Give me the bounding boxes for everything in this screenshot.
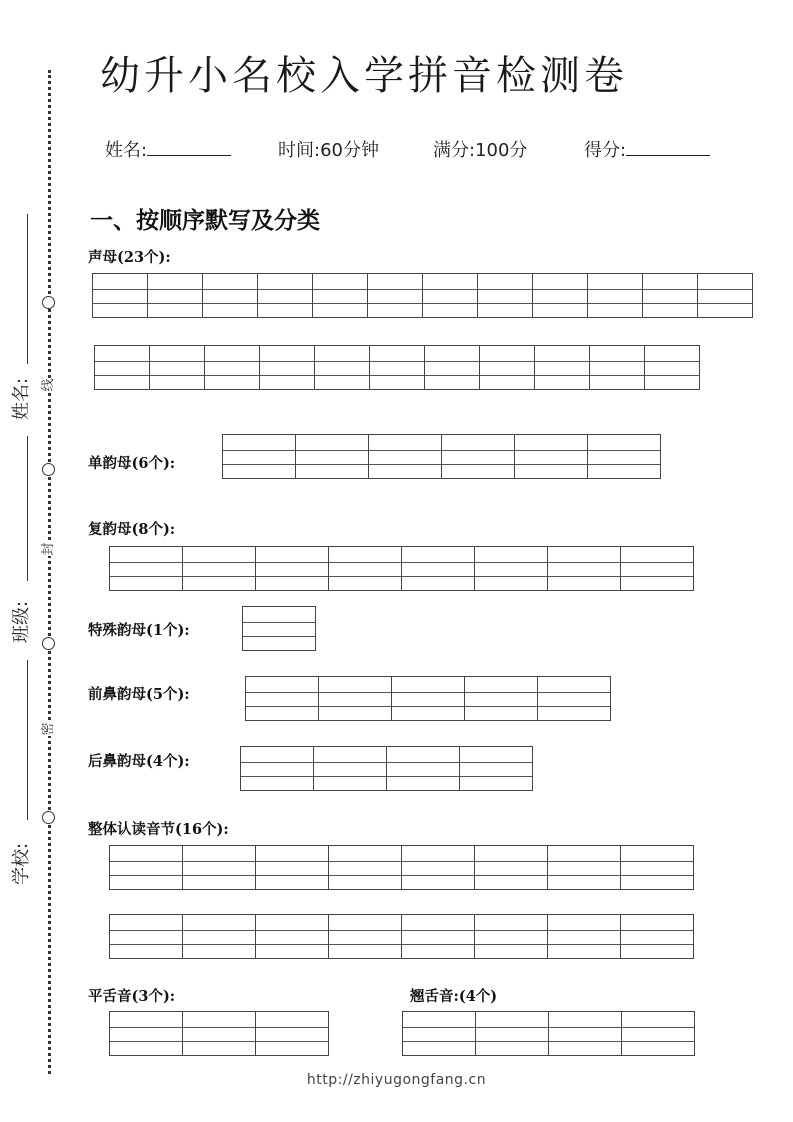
pinyin-writing-cell[interactable] xyxy=(183,914,256,959)
pinyin-writing-cell[interactable] xyxy=(315,345,370,390)
pinyin-writing-cell[interactable] xyxy=(241,746,314,791)
score-label: 得分: xyxy=(584,140,627,161)
pinyin-writing-cell[interactable] xyxy=(243,606,316,651)
grid-flat-tongue[interactable] xyxy=(109,1011,329,1056)
pinyin-writing-cell[interactable] xyxy=(223,434,296,479)
grid-simple-finals[interactable] xyxy=(222,434,661,479)
pinyin-writing-cell[interactable] xyxy=(402,546,475,591)
pinyin-writing-cell[interactable] xyxy=(535,345,590,390)
pinyin-writing-cell[interactable] xyxy=(460,746,533,791)
pinyin-writing-cell[interactable] xyxy=(478,273,533,318)
binding-hole xyxy=(42,637,55,650)
pinyin-writing-cell[interactable] xyxy=(465,676,538,721)
pinyin-writing-cell[interactable] xyxy=(313,273,368,318)
seal-word-line: 线 xyxy=(41,378,56,392)
name-blank[interactable] xyxy=(147,137,231,156)
score-blank[interactable] xyxy=(626,137,710,156)
side-name-label: 姓名: xyxy=(11,377,32,420)
grid-whole-syllables-row1[interactable] xyxy=(109,845,694,890)
grid-initials-row1[interactable] xyxy=(92,273,753,318)
footer-url: http://zhiyugongfang.cn xyxy=(306,1072,487,1088)
pinyin-writing-cell[interactable] xyxy=(402,845,475,890)
pinyin-writing-cell[interactable] xyxy=(183,1011,256,1056)
pinyin-writing-cell[interactable] xyxy=(183,546,256,591)
pinyin-writing-cell[interactable] xyxy=(643,273,698,318)
pinyin-writing-cell[interactable] xyxy=(549,1011,622,1056)
pinyin-writing-cell[interactable] xyxy=(425,345,480,390)
grid-whole-syllables-row2[interactable] xyxy=(109,914,694,959)
name-write-line xyxy=(27,214,28,364)
pinyin-writing-cell[interactable] xyxy=(480,345,535,390)
pinyin-writing-cell[interactable] xyxy=(392,676,465,721)
pinyin-writing-cell[interactable] xyxy=(475,546,548,591)
grid-front-nasal[interactable] xyxy=(245,676,611,721)
label-compound-finals: 复韵母(8个): xyxy=(88,521,176,538)
pinyin-writing-cell[interactable] xyxy=(387,746,460,791)
label-special-final: 特殊韵母(1个): xyxy=(88,622,190,639)
pinyin-writing-cell[interactable] xyxy=(476,1011,549,1056)
label-back-nasal: 后鼻韵母(4个): xyxy=(88,753,190,770)
pinyin-writing-cell[interactable] xyxy=(256,1011,329,1056)
label-front-nasal: 前鼻韵母(5个): xyxy=(88,686,190,703)
pinyin-writing-cell[interactable] xyxy=(329,914,402,959)
pinyin-writing-cell[interactable] xyxy=(698,273,753,318)
class-write-line xyxy=(27,436,28,581)
grid-initials-row2[interactable] xyxy=(94,345,700,390)
grid-special-final[interactable] xyxy=(242,606,316,651)
score-field xyxy=(584,136,710,162)
seal-word-secret: 密 xyxy=(41,722,56,736)
name-field xyxy=(105,136,231,162)
pinyin-writing-cell[interactable] xyxy=(590,345,645,390)
pinyin-writing-cell[interactable] xyxy=(329,546,402,591)
pinyin-writing-cell[interactable] xyxy=(402,914,475,959)
side-class-label: 班级: xyxy=(11,600,32,643)
pinyin-writing-cell[interactable] xyxy=(260,345,315,390)
pinyin-writing-cell[interactable] xyxy=(475,914,548,959)
binding-dotted-line xyxy=(48,70,51,1074)
label-whole-syllables: 整体认读音节(16个): xyxy=(88,821,229,838)
binding-hole xyxy=(42,811,55,824)
section-heading: 一、按顺序默写及分类 xyxy=(90,208,320,234)
binding-hole xyxy=(42,463,55,476)
pinyin-writing-cell[interactable] xyxy=(515,434,588,479)
name-label: 姓名: xyxy=(105,140,148,161)
pinyin-writing-cell[interactable] xyxy=(645,345,700,390)
pinyin-writing-cell[interactable] xyxy=(368,273,423,318)
pinyin-writing-cell[interactable] xyxy=(296,434,369,479)
pinyin-writing-cell[interactable] xyxy=(203,273,258,318)
pinyin-writing-cell[interactable] xyxy=(183,845,256,890)
pinyin-writing-cell[interactable] xyxy=(258,273,313,318)
pinyin-writing-cell[interactable] xyxy=(403,1011,476,1056)
pinyin-writing-cell[interactable] xyxy=(548,546,621,591)
pinyin-writing-cell[interactable] xyxy=(370,345,425,390)
pinyin-writing-cell[interactable] xyxy=(329,845,402,890)
pinyin-writing-cell[interactable] xyxy=(475,845,548,890)
full-score-info: 满分:100分 xyxy=(433,140,528,161)
grid-back-nasal[interactable] xyxy=(240,746,533,791)
pinyin-writing-cell[interactable] xyxy=(314,746,387,791)
pinyin-writing-cell[interactable] xyxy=(588,273,643,318)
label-initials: 声母(23个): xyxy=(88,249,171,266)
pinyin-writing-cell[interactable] xyxy=(256,546,329,591)
pinyin-writing-cell[interactable] xyxy=(110,546,183,591)
grid-retroflex[interactable] xyxy=(402,1011,695,1056)
pinyin-writing-cell[interactable] xyxy=(95,345,150,390)
pinyin-writing-cell[interactable] xyxy=(538,676,611,721)
time-info: 时间:60分钟 xyxy=(278,140,379,161)
pinyin-writing-cell[interactable] xyxy=(548,845,621,890)
pinyin-writing-cell[interactable] xyxy=(442,434,515,479)
seal-word-seal: 封 xyxy=(41,542,56,556)
pinyin-writing-cell[interactable] xyxy=(148,273,203,318)
school-write-line xyxy=(27,660,28,820)
pinyin-writing-cell[interactable] xyxy=(369,434,442,479)
binding-hole xyxy=(42,296,55,309)
pinyin-writing-cell[interactable] xyxy=(110,845,183,890)
pinyin-writing-cell[interactable] xyxy=(621,845,694,890)
grid-compound-finals[interactable] xyxy=(109,546,694,591)
pinyin-writing-cell[interactable] xyxy=(93,273,148,318)
side-school-label: 学校: xyxy=(11,842,32,885)
pinyin-writing-cell[interactable] xyxy=(423,273,478,318)
pinyin-writing-cell[interactable] xyxy=(256,845,329,890)
pinyin-writing-cell[interactable] xyxy=(588,434,661,479)
pinyin-writing-cell[interactable] xyxy=(150,345,205,390)
label-retroflex: 翘舌音:(4个) xyxy=(410,988,498,1005)
pinyin-writing-cell[interactable] xyxy=(533,273,588,318)
page-title: 幼升小名校入学拼音检测卷 xyxy=(100,53,628,99)
pinyin-writing-cell[interactable] xyxy=(110,1011,183,1056)
pinyin-writing-cell[interactable] xyxy=(110,914,183,959)
pinyin-writing-cell[interactable] xyxy=(621,546,694,591)
pinyin-writing-cell[interactable] xyxy=(246,676,319,721)
pinyin-writing-cell[interactable] xyxy=(622,1011,695,1056)
label-simple-finals: 单韵母(6个): xyxy=(88,455,176,472)
pinyin-writing-cell[interactable] xyxy=(319,676,392,721)
pinyin-writing-cell[interactable] xyxy=(621,914,694,959)
label-flat-tongue: 平舌音(3个): xyxy=(88,988,176,1005)
pinyin-writing-cell[interactable] xyxy=(205,345,260,390)
pinyin-writing-cell[interactable] xyxy=(256,914,329,959)
pinyin-writing-cell[interactable] xyxy=(548,914,621,959)
